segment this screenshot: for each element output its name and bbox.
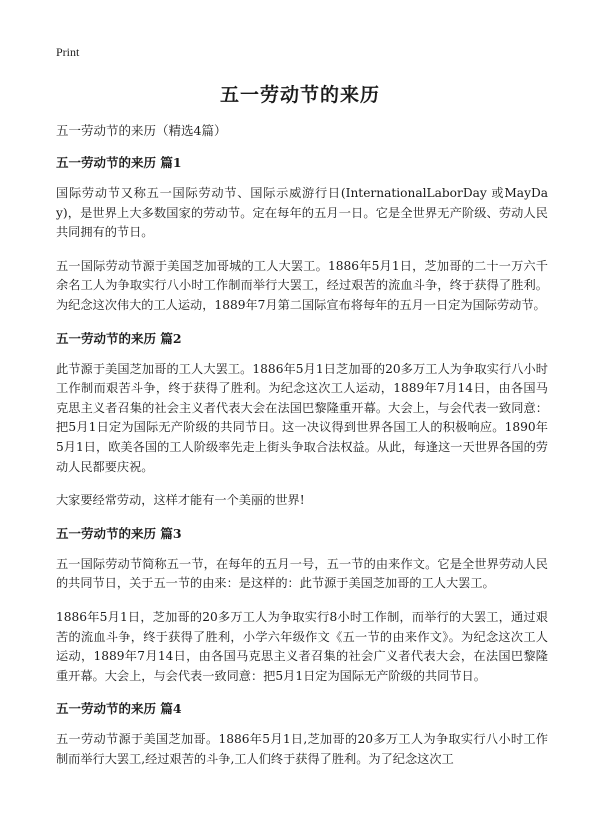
section-heading-1: 五一劳动节的来历 篇1 [56,155,182,170]
section-3-paragraph-2: 1886年5月1日，芝加哥的20多万工人为争取实行8小时工作制，而举行的大罢工，通过艰苦的流血斗争，终于获得了胜利，小学六年级作文《五一节的由来作文》。为纪念这次工人运动，1889年7月14日，由各国马克思主义者召集的社会广义者代表大会，在法国巴黎隆重开幕。大会上，与会代表一致同意：把5月1日定为国际无产阶级的共同节日。 [56,609,548,683]
section-1-paragraph-1: 国际劳动节又称五一国际劳动节、国际示威游行日(InternationalLaborDay 或MayDay)，是世界上大多数国家的劳动节。定在每年的五月一日。它是全世界无产阶级、劳动人民共同拥有的节日。 [56,186,548,240]
document-subtitle: 五一劳动节的来历（精选4篇） [56,123,227,138]
section-2-paragraph-2: 大家要经常劳动，这样才能有一个美丽的世界! [56,493,305,508]
document-body [56,122,548,783]
section-3-paragraph-1: 五一国际劳动节简称五一节，在每年的五月一号，五一节的由来作文。它是全世界劳动人民的共同节日，关于五一节的由来：是这样的：此节源于美国芝加哥的工人大罢工。 [56,556,548,591]
section-2-paragraph-1: 此节源于美国芝加哥的工人大罢工。1886年5月1日芝加哥的20多万工人为争取实行八小时工作制而艰苦斗争，终于获得了胜利。为纪念这次工人运动，1889年7月14日，由各国马克思主义者召集的社会主义者代表大会在法国巴黎隆重开幕。大会上，与会代表一致同意：把5月1日定为国际无产阶级的共同节日。这一决议得到世界各国工人的积极响应。1890年5月1日，欧美各国的工人阶级率先走上街头争取合法权益。从此，每逢这一天世界各国的劳动人民都要庆祝。 [56,361,548,474]
section-heading-2: 五一劳动节的来历 篇2 [56,330,182,346]
section-heading-3: 五一劳动节的来历 篇3 [56,525,182,541]
document-title: 五一劳动节的来历 [219,84,380,106]
section-1-paragraph-2: 五一国际劳动节源于美国芝加哥城的工人大罢工。1886年5月1日，芝加哥的二十一万六千余名工人为争取实行八小时工作制而举行大罢工，经过艰苦的流血斗争，终于获得了胜利。为纪念这次伟大的工人运动，1889年7月第二国际宣布将每年的五月一日定为国际劳动节。 [56,258,548,312]
section-heading-4: 五一劳动节的来历 篇4 [56,701,182,717]
print-link[interactable]: Print [56,45,80,59]
section-4-paragraph-1: 五一劳动节源于美国芝加哥。1886年5月1日,芝加哥的20多万工人为争取实行八小时工作制而举行大罢工,经过艰苦的斗争,工人们终于获得了胜利。为了纪念这次工 [56,732,548,766]
